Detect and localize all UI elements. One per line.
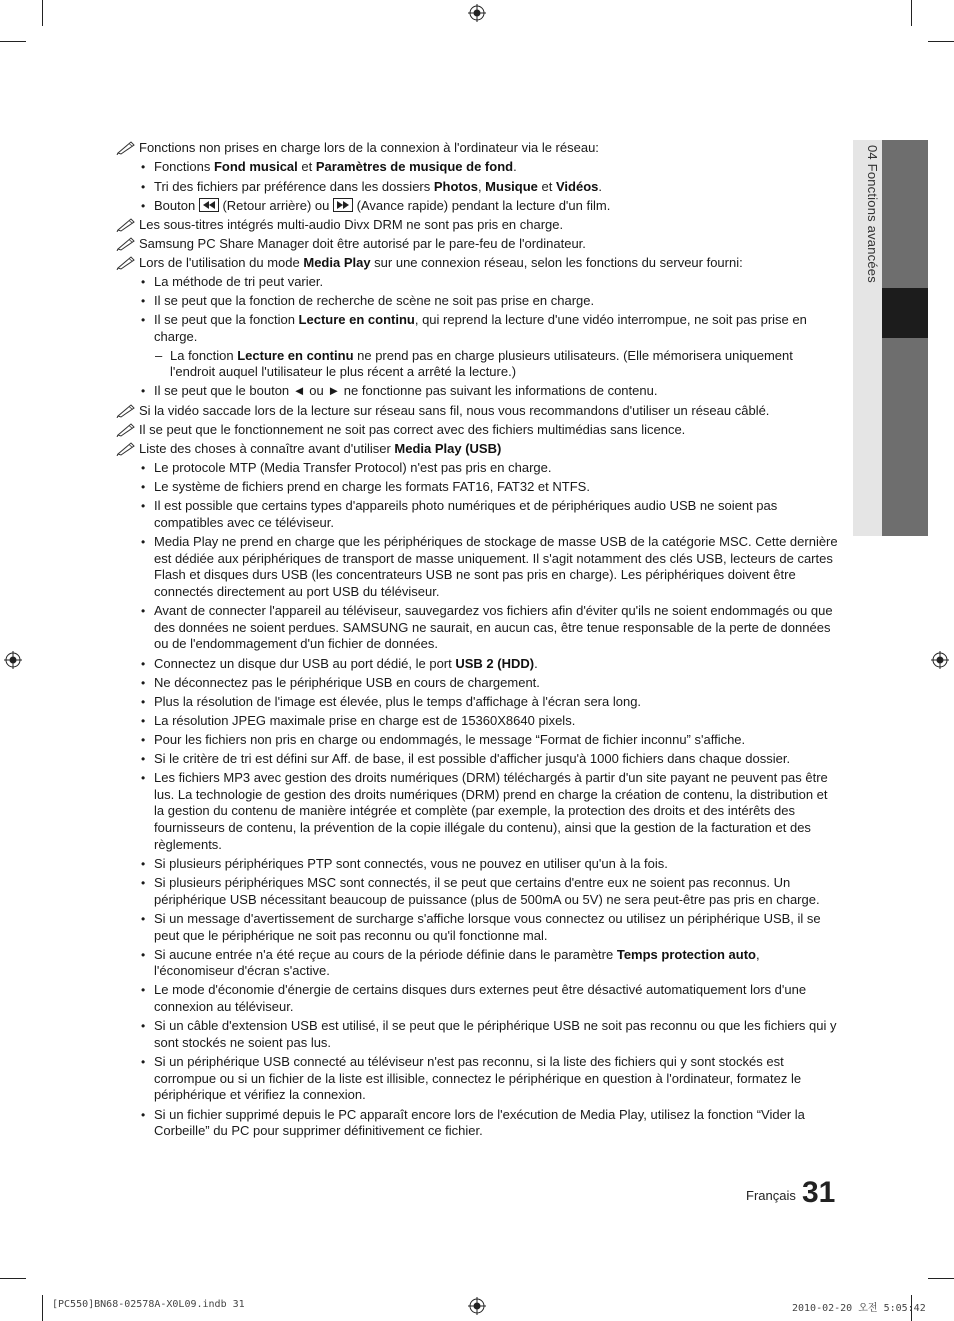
list-item: • Si plusieurs périphériques PTP sont connectés, vous ne pouvez en utiliser qu'un à la fois. xyxy=(116,856,840,873)
note-text: Fonctions non prises en charge lors de la connexion à l'ordinateur via le réseau: xyxy=(139,140,599,156)
footer-language: Français xyxy=(746,1188,796,1203)
list-item: • Si un câble d'extension USB est utilisé, il se peut que le périphérique USB ne soit pas reconnu ou que les fichiers qui y sont stockés ne soient pas lus. xyxy=(116,1018,840,1051)
crop-mark xyxy=(928,41,954,42)
crop-mark xyxy=(928,1278,954,1279)
crop-mark xyxy=(911,0,912,26)
note-pencil-icon xyxy=(116,255,136,270)
side-tab-dark-band xyxy=(882,140,928,288)
list-item: • Si plusieurs périphériques MSC sont connectés, il se peut que certains d'entre eux ne soient pas reconnus. Un périphérique USB nécessitant beaucoup de puissance (plus de 500mA ou 5V) ne sera peut-être pas pris en charge. xyxy=(116,875,840,908)
note-pencil-icon xyxy=(116,422,136,437)
list-item: • Le protocole MTP (Media Transfer Protocol) n'est pas pris en charge. xyxy=(116,460,840,477)
print-slug-date: 2010-02-20 오전 5:05:42 xyxy=(792,1303,926,1314)
crop-mark xyxy=(0,41,26,42)
note-pencil-icon xyxy=(116,403,136,418)
list-item: • Le mode d'économie d'énergie de certains disques durs externes peut être désactivé automatiquement lors d'une connexion au téléviseur. xyxy=(116,982,840,1015)
note-pencil-icon xyxy=(116,236,136,251)
list-item: • Pour les fichiers non pris en charge ou endommagés, le message “Format de fichier inconnu” s'affiche. xyxy=(116,732,840,749)
note: Liste des choses à connaître avant d'utiliser Media Play (USB) xyxy=(116,441,840,458)
list-item: • Connectez un disque dur USB au port dédié, le port USB 2 (HDD). xyxy=(116,656,840,673)
list-item: • Les fichiers MP3 avec gestion des droits numériques (DRM) téléchargés à partir d'un site payant ne peuvent pas être lus. La technologie de gestion des droits numériques (DRM) prend en charge la création de contenu, la distribution et la gestion du contenu de manière intégrée et complète (par exemple, la protection des droits et des intérêts des fournisseurs de contenu, la prévention de la copie illégale du contenu), ainsi que la gestion de la facturation et des règlements. xyxy=(116,770,840,854)
list-item: • Il se peut que la fonction Lecture en continu, qui reprend la lecture d'une vidéo interrompue, ne soit pas prise en charge. xyxy=(116,312,840,345)
note-text: Samsung PC Share Manager doit être autorisé par le pare-feu de l'ordinateur. xyxy=(139,235,586,251)
note-pencil-icon xyxy=(116,217,136,232)
crop-mark xyxy=(0,1278,26,1279)
side-tab-dark-band xyxy=(882,338,928,536)
list-item: • Bouton (Retour arrière) ou (Avance rapide) pendant la lecture d'un film. xyxy=(116,198,840,215)
crop-mark xyxy=(42,0,43,26)
note xyxy=(116,403,840,420)
list-item: • Tri des fichiers par préférence dans les dossiers Photos, Musique et Vidéos. xyxy=(116,179,840,196)
list-item: • Si un périphérique USB connecté au téléviseur n'est pas reconnu, si la liste des fichiers qui y sont stockés est corrompue ou si un fichier de la liste est illisible, connectez le périphérique en question à l'ordinateur, formatez le périphérique et vérifiez la connexion. xyxy=(116,1054,840,1104)
note-text: Si la vidéo saccade lors de la lecture sur réseau sans fil, nous vous recommandons d'utiliser un réseau câblé. xyxy=(139,402,770,418)
rewind-icon xyxy=(199,198,219,212)
crop-mark xyxy=(42,1295,43,1321)
note-pencil-icon xyxy=(116,441,136,456)
note xyxy=(116,422,840,439)
note xyxy=(116,140,840,157)
note-text: Les sous-titres intégrés multi-audio Divx DRM ne sont pas pris en charge. xyxy=(139,216,564,232)
list-item: • Si un message d'avertissement de surcharge s'affiche lorsque vous connectez ou utilisez un périphérique USB, il se peut que le périphérique ne soit pas reconnu ou qu'il fonctionne mal. xyxy=(116,911,840,944)
list-item: • Il est possible que certains types d'appareils photo numériques et de périphériques audio USB ne soient pas compatibles avec ce téléviseur. xyxy=(116,498,840,531)
list-item: • Il se peut que le bouton ◄ ou ► ne fonctionne pas suivant les informations de contenu. xyxy=(116,383,840,400)
fast-forward-icon xyxy=(333,198,353,212)
note: Lors de l'utilisation du mode Media Play sur une connexion réseau, selon les fonctions du serveur fourni: xyxy=(116,255,840,272)
note xyxy=(116,236,840,253)
page-number: 31 xyxy=(802,1176,836,1209)
side-tab-active-marker xyxy=(882,288,928,338)
list-item: • La résolution JPEG maximale prise en charge est de 15360X8640 pixels. xyxy=(116,713,840,730)
note-text: Il se peut que le fonctionnement ne soit pas correct avec des fichiers multimédias sans licence. xyxy=(139,421,686,437)
list-item: • Il se peut que la fonction de recherche de scène ne soit pas prise en charge. xyxy=(116,293,840,310)
list-item: • La méthode de tri peut varier. xyxy=(116,274,840,291)
registration-mark-icon xyxy=(468,4,486,22)
print-slug-file: [PC550]BN68-02578A-X0L09.indb 31 xyxy=(52,1299,245,1310)
registration-mark-icon xyxy=(468,1297,486,1315)
list-item: • Ne déconnectez pas le périphérique USB en cours de chargement. xyxy=(116,675,840,692)
list-item: • Si le critère de tri est défini sur Aff. de base, il est possible d'afficher jusqu'à 1000 fichiers dans chaque dossier. xyxy=(116,751,840,768)
chapter-label: 04 Fonctions avancées xyxy=(865,145,880,283)
list-item: • Le système de fichiers prend en charge les formats FAT16, FAT32 et NTFS. xyxy=(116,479,840,496)
registration-mark-icon xyxy=(4,651,22,669)
list-item: • Fonctions Fond musical et Paramètres de musique de fond. xyxy=(116,159,840,176)
note-pencil-icon xyxy=(116,140,136,155)
sub-list-item: – La fonction Lecture en continu ne prend pas en charge plusieurs utilisateurs. (Elle mémorisera uniquement l'endroit auquel l'utilisateur le plus récent a arrêté la lecture.) xyxy=(116,348,840,381)
list-item: • Media Play ne prend en charge que les périphériques de stockage de masse USB de la catégorie MSC. Cette dernière est dédiée aux périphériques de transport de masse uniquement. Il s'agit notamment des clés USB, lecteurs de cartes Flash et disques durs USB (les concentrateurs USB ne sont pas pris en charge). Les périphériques doivent être connectés directement au port USB du téléviseur. xyxy=(116,534,840,601)
list-item: • Plus la résolution de l'image est élevée, plus le temps d'affichage à l'écran sera long. xyxy=(116,694,840,711)
list-item: • Avant de connecter l'appareil au téléviseur, sauvegardez vos fichiers afin d'éviter qu'ils ne soient endommagés ou que des données ne soient perdues. SAMSUNG ne saurait, en aucun cas, être tenue responsable de la perte de données ou de l'endommagement d'un fichier de données. xyxy=(116,603,840,653)
list-item: • Si aucune entrée n'a été reçue au cours de la période définie dans le paramètre Temps protection auto, l'économiseur d'écran s'active. xyxy=(116,947,840,980)
page-content xyxy=(116,138,840,1140)
registration-mark-icon xyxy=(931,651,949,669)
list-item: • Si un fichier supprimé depuis le PC apparaît encore lors de l'exécution de Media Play, utilisez la fonction “Vider la Corbeille” du PC pour supprimer définitivement ce fichier. xyxy=(116,1107,840,1140)
note xyxy=(116,217,840,234)
